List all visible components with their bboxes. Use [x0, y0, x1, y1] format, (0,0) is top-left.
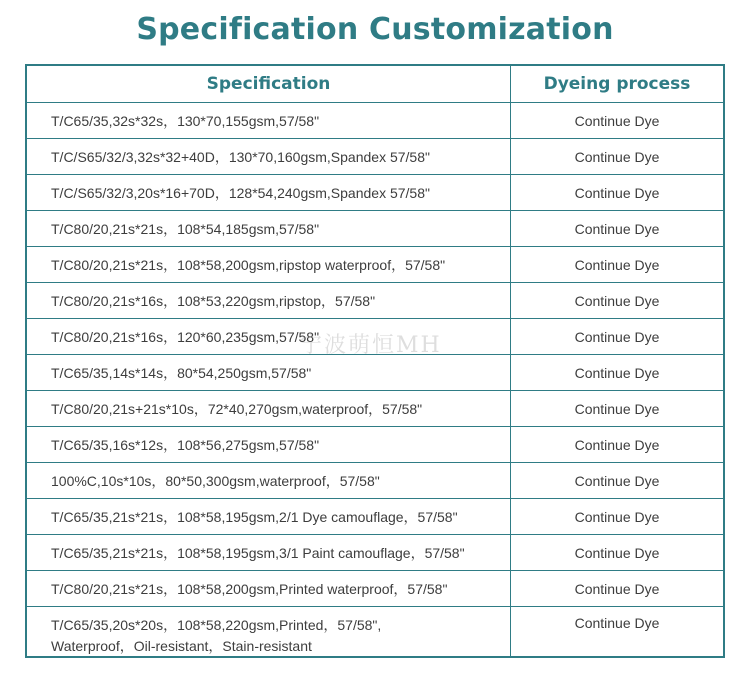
table-row: [27, 570, 723, 606]
dye-cell: Continue Dye: [574, 400, 660, 417]
table-row: [27, 354, 723, 390]
dye-cell: Continue Dye: [574, 148, 660, 165]
spec-cell: T/C65/35,21s*21s，108*58,195gsm,2/1 Dye camouflage，57/58": [27, 499, 511, 534]
table-row: [27, 210, 723, 246]
header-specification: Specification: [27, 66, 511, 102]
spec-cell: T/C65/35,16s*12s，108*56,275gsm,57/58": [27, 427, 511, 462]
table-row: [27, 534, 723, 570]
dye-cell: Continue Dye: [574, 292, 660, 309]
dye-cell: Continue Dye: [574, 580, 660, 597]
spec-cell: T/C80/20,21s*16s，120*60,235gsm,57/58": [27, 319, 511, 354]
spec-cell: T/C/S65/32/3,32s*32+40D，130*70,160gsm,Spandex 57/58": [27, 139, 511, 174]
dye-cell: Continue Dye: [574, 544, 660, 561]
spec-cell: T/C80/20,21s*21s，108*58,200gsm,ripstop waterproof，57/58": [27, 247, 511, 282]
table-row: [27, 462, 723, 498]
table-row: [27, 246, 723, 282]
dye-cell: Continue Dye: [574, 615, 660, 631]
table-row: [27, 390, 723, 426]
spec-table: [25, 64, 725, 658]
table-row: [27, 138, 723, 174]
dye-cell: Continue Dye: [574, 184, 660, 201]
table-header-row: [27, 66, 723, 102]
dye-cell: Continue Dye: [574, 436, 660, 453]
watermark: 宁波萌恒MH: [300, 333, 442, 358]
dye-cell: Continue Dye: [574, 220, 660, 237]
spec-line-1: T/C65/35,20s*20s，108*58,220gsm,Printed，57/58",: [51, 617, 382, 633]
table-row: [27, 498, 723, 534]
spec-cell: T/C80/20,21s*21s，108*54,185gsm,57/58": [27, 211, 511, 246]
dye-cell: Continue Dye: [574, 328, 660, 345]
table-row: [27, 606, 723, 656]
spec-cell: T/C80/20,21s*16s，108*53,220gsm,ripstop，57/58": [27, 283, 511, 318]
spec-cell: T/C/S65/32/3,20s*16+70D，128*54,240gsm,Spandex 57/58": [27, 175, 511, 210]
header-dyeing-process: Dyeing process: [543, 74, 691, 94]
table-row: [27, 174, 723, 210]
dye-cell: Continue Dye: [574, 508, 660, 525]
dye-cell: Continue Dye: [574, 112, 660, 129]
dye-cell: Continue Dye: [574, 472, 660, 489]
table-row: [27, 426, 723, 462]
spec-cell: [27, 607, 511, 656]
spec-cell: T/C80/20,21s+21s*10s，72*40,270gsm,waterproof，57/58": [27, 391, 511, 426]
spec-cell: T/C65/35,32s*32s，130*70,155gsm,57/58": [27, 103, 511, 138]
spec-cell: T/C80/20,21s*21s，108*58,200gsm,Printed waterproof，57/58": [27, 571, 511, 606]
spec-cell: T/C65/35,14s*14s，80*54,250gsm,57/58": [27, 355, 511, 390]
spec-cell: 100%C,10s*10s，80*50,300gsm,waterproof，57/58": [27, 463, 511, 498]
dye-cell: Continue Dye: [574, 364, 660, 381]
table-row: [27, 282, 723, 318]
table-row: [27, 102, 723, 138]
page-title: Specification Customization: [136, 12, 614, 47]
spec-cell: T/C65/35,21s*21s，108*58,195gsm,3/1 Paint camouflage，57/58": [27, 535, 511, 570]
spec-line-2: Waterproof，Oil-resistant，Stain-resistant: [51, 638, 312, 654]
dye-cell: Continue Dye: [574, 256, 660, 273]
